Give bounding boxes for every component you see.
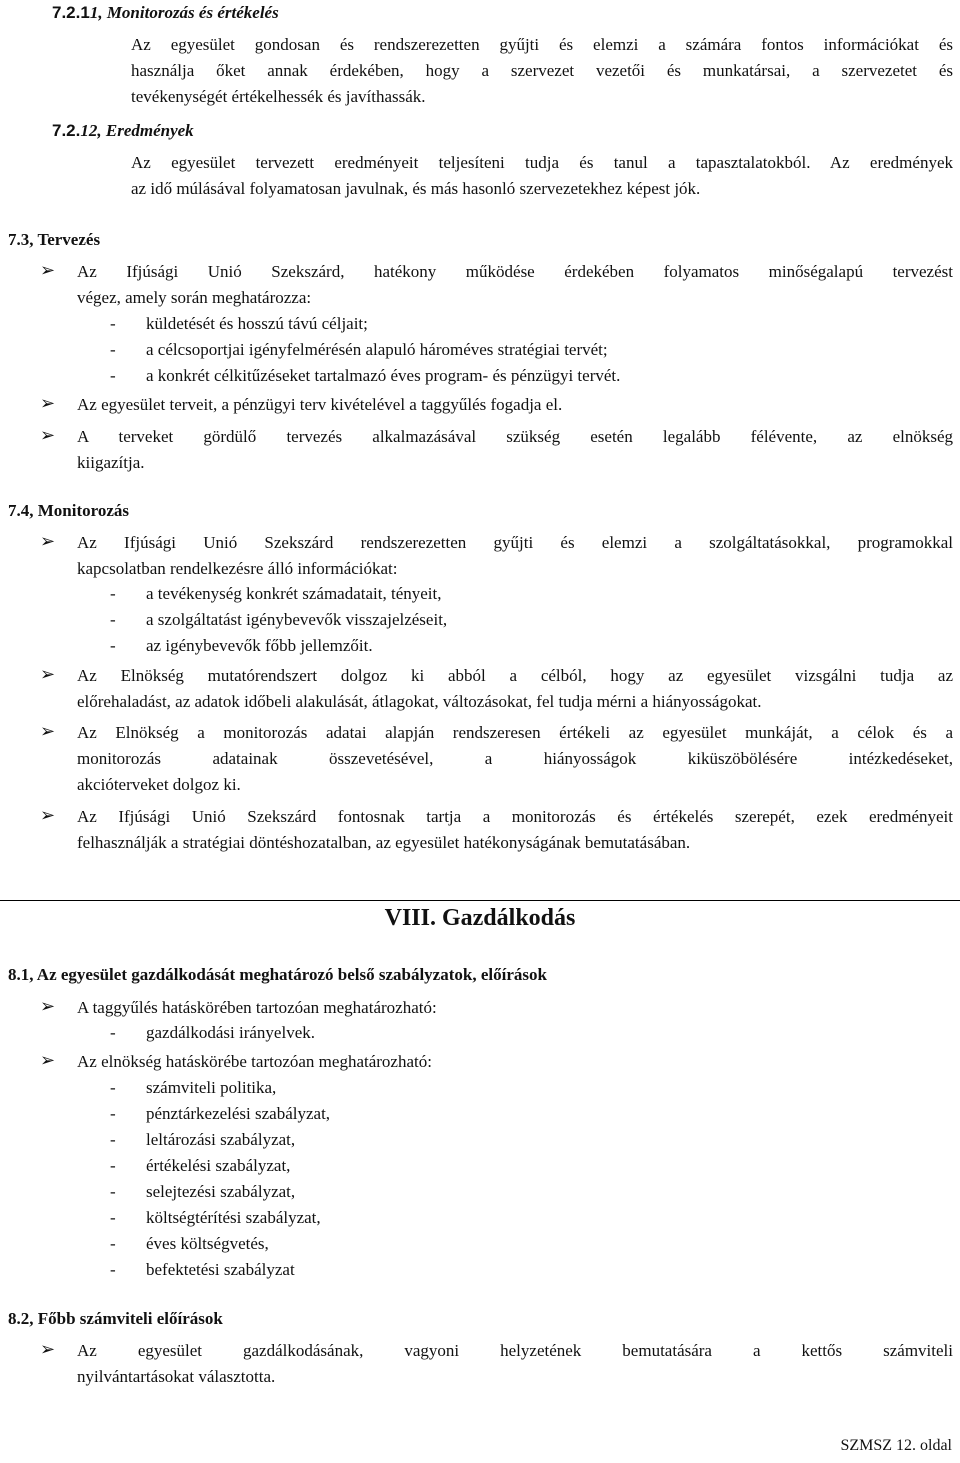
list-item-text: befektetési szabályzat xyxy=(146,1260,295,1279)
list-item-text: a tevékenység konkrét számadatait, tényeit, xyxy=(146,584,442,603)
dash-marker: - xyxy=(110,366,116,385)
arrow-bullet-icon xyxy=(40,425,62,447)
paragraph-line: Az Ifjúsági Unió Szekszárd rendszerezetten gyűjti és elemzi a szolgáltatásokkal, programokkal xyxy=(77,533,953,552)
dash-marker: - xyxy=(110,584,116,603)
arrow-bullet-icon xyxy=(40,721,62,743)
list-item-text: leltározási szabályzat, xyxy=(146,1130,296,1149)
dash-marker: - xyxy=(110,610,116,629)
list-item-text: a konkrét célkitűzéseket tartalmazó éves program- és pénzügyi tervét. xyxy=(146,366,621,385)
heading-7-4: 7.4, Monitorozás xyxy=(8,501,130,520)
arrow-bullet-icon xyxy=(40,996,62,1018)
paragraph-line: kiigazítja. xyxy=(77,453,145,472)
arrow-bullet-icon xyxy=(40,393,62,415)
paragraph-line: kapcsolatban rendelkezésre álló információkat: xyxy=(77,559,398,578)
heading-8-1: 8.1, Az egyesület gazdálkodását meghatározó belső szabályzatok, előírások xyxy=(8,965,547,984)
paragraph-line: Az elnökség hatáskörébe tartozóan meghatározható: xyxy=(77,1052,432,1071)
list-item-text: értékelési szabályzat, xyxy=(146,1156,291,1175)
heading-8-2: 8.2, Főbb számviteli előírások xyxy=(8,1309,223,1328)
list-item-text: költségtérítési szabályzat, xyxy=(146,1208,321,1227)
paragraph-line: Az Ifjúsági Unió Szekszárd fontosnak tartja a monitorozás és értékelés szerepét, ezek eredményeit xyxy=(77,807,953,826)
chapter-title: VIII. Gazdálkodás xyxy=(384,905,576,931)
list-item-text: gazdálkodási irányelvek. xyxy=(146,1023,315,1042)
dash-marker: - xyxy=(110,314,116,333)
dash-marker: - xyxy=(110,1023,116,1042)
paragraph-line: felhasználják a stratégiai döntéshozatalban, az egyesület hatékonyságának bemutatásában. xyxy=(77,833,691,852)
paragraph-line: Az egyesület terveit, a pénzügyi terv kivételével a taggyűlés fogadja el. xyxy=(77,395,563,414)
heading-7-2-11-title: 1, Monitorozás és értékelés xyxy=(89,3,279,22)
paragraph-line: A terveket gördülő tervezés alkalmazásával szükség esetén legalább félévente, az elnökség xyxy=(77,427,953,446)
arrow-bullet-icon xyxy=(40,1339,62,1361)
dash-marker: - xyxy=(110,340,116,359)
paragraph-line: végez, amely során meghatározza: xyxy=(77,288,312,307)
list-item-text: a szolgáltatást igénybevevők visszajelzéseit, xyxy=(146,610,448,629)
list-item-text: a célcsoportjai igényfelmérésén alapuló hároméves stratégiai tervét; xyxy=(146,340,608,359)
paragraph-line: Az Elnökség mutatórendszert dolgoz ki abból a célból, hogy az egyesület vizsgálni tudja az xyxy=(77,666,953,685)
paragraph-line: Az egyesület gazdálkodásának, vagyoni helyzetének bemutatására a kettős számviteli xyxy=(77,1341,953,1360)
horizontal-rule xyxy=(0,900,960,901)
dash-marker: - xyxy=(110,1078,116,1097)
dash-marker: - xyxy=(110,1156,116,1175)
paragraph-line: monitorozás adatainak összevetésével, a hiányosságok kiküszöbölésére intézkedéseket, xyxy=(77,749,953,768)
paragraph-line: az idő múlásával folyamatosan javulnak, és más hasonló szervezetekhez képest jók. xyxy=(131,179,701,198)
paragraph-line: A taggyűlés hatáskörében tartozóan meghatározható: xyxy=(77,998,437,1017)
arrow-bullet-icon xyxy=(40,1050,62,1072)
heading-7-2-12 xyxy=(52,118,194,144)
arrow-bullet-icon xyxy=(40,664,62,686)
page-footer: SZMSZ 12. oldal xyxy=(840,1437,952,1454)
paragraph-line: Az Ifjúsági Unió Szekszárd, hatékony működése érdekében folyamatos minőségalapú tervezést xyxy=(77,262,953,281)
arrow-bullet-icon xyxy=(40,531,62,553)
list-item-text: küldetését és hosszú távú céljait; xyxy=(146,314,368,333)
list-item-text: számviteli politika, xyxy=(146,1078,277,1097)
heading-7-2-11 xyxy=(52,0,279,26)
paragraph-line: Az egyesület gondosan és rendszerezetten gyűjti és elemzi a számára fontos információkat és xyxy=(131,35,953,54)
dash-marker: - xyxy=(110,1104,116,1123)
arrow-bullet-icon xyxy=(40,805,62,827)
dash-marker: - xyxy=(110,1182,116,1201)
list-item-text: pénztárkezelési szabályzat, xyxy=(146,1104,331,1123)
paragraph-line: tevékenységét értékelhessék és javíthassák. xyxy=(131,87,426,106)
paragraph-line: Az egyesület tervezett eredményeit teljesíteni tudja és tanul a tapasztalatokból. Az eredmények xyxy=(131,153,953,172)
list-item-text: selejtezési szabályzat, xyxy=(146,1182,296,1201)
paragraph-line: akcióterveket dolgoz ki. xyxy=(77,775,241,794)
heading-7-2-12-number: 7.2. xyxy=(52,121,81,140)
paragraph-line: Az Elnökség a monitorozás adatai alapján rendszeresen értékeli az egyesület munkáját, a célok és a xyxy=(77,723,953,742)
dash-marker: - xyxy=(110,1130,116,1149)
list-item-text: éves költségvetés, xyxy=(146,1234,269,1253)
heading-7-2-11-number: 7.2.1 xyxy=(52,3,90,22)
heading-7-2-12-title: 12, Eredmények xyxy=(80,121,194,140)
dash-marker: - xyxy=(110,1260,116,1279)
dash-marker: - xyxy=(110,1208,116,1227)
paragraph-line: nyilvántartásokat választotta. xyxy=(77,1367,276,1386)
paragraph-line: előrehaladást, az adatok időbeli alakulását, átlagokat, változásokat, fel tudja mérni a hiányosságokat. xyxy=(77,692,762,711)
dash-marker: - xyxy=(110,636,116,655)
heading-7-3: 7.3, Tervezés xyxy=(8,230,101,249)
arrow-bullet-icon xyxy=(40,260,62,282)
list-item-text: az igénybevevők főbb jellemzőit. xyxy=(146,636,373,655)
paragraph-line: használja őket annak érdekében, hogy a szervezet vezetői és munkatársai, a szervezetet és xyxy=(131,61,953,80)
dash-marker: - xyxy=(110,1234,116,1253)
